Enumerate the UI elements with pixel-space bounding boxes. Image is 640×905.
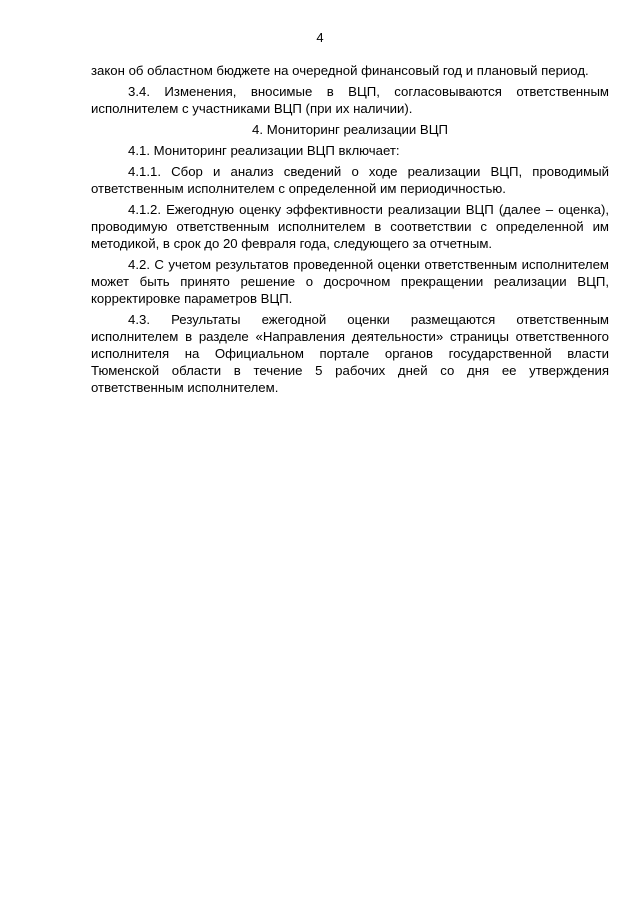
paragraph-3-4: 3.4. Изменения, вносимые в ВЦП, согласовываются ответственным исполнителем с участниками ВЦП (при их наличии). [91, 84, 609, 116]
paragraph-4-1-2: 4.1.2. Ежегодную оценку эффективности реализации ВЦП (далее – оценка), проводимую ответственным исполнителем в соответствии с определенной им методикой, в срок до 20 февраля года, следующего за отчетным. [91, 202, 609, 251]
section-heading: 4. Мониторинг реализации ВЦП [252, 122, 448, 137]
page-number: 4 [316, 30, 324, 45]
document-body [91, 62, 609, 400]
paragraph-4-3: 4.3. Результаты ежегодной оценки размещаются ответственным исполнителем в разделе «Направления деятельности» страницы ответственного исполнителя на Официальном портале органов государственной власти Тюменской области в течение 5 рабочих дней со дня ее утверждения ответственным исполнителем. [91, 312, 609, 395]
paragraph-4-2: 4.2. С учетом результатов проведенной оценки ответственным исполнителем может быть принято решение о досрочном прекращении реализации ВЦП, корректировке параметров ВЦП. [91, 257, 609, 306]
paragraph-4-1: 4.1. Мониторинг реализации ВЦП включает: [128, 143, 400, 158]
paragraph-continuation: закон об областном бюджете на очередной финансовый год и плановый период. [91, 63, 589, 78]
paragraph-4-1-1: 4.1.1. Сбор и анализ сведений о ходе реализации ВЦП, проводимый ответственным исполнителем с определенной им периодичностью. [91, 164, 609, 196]
